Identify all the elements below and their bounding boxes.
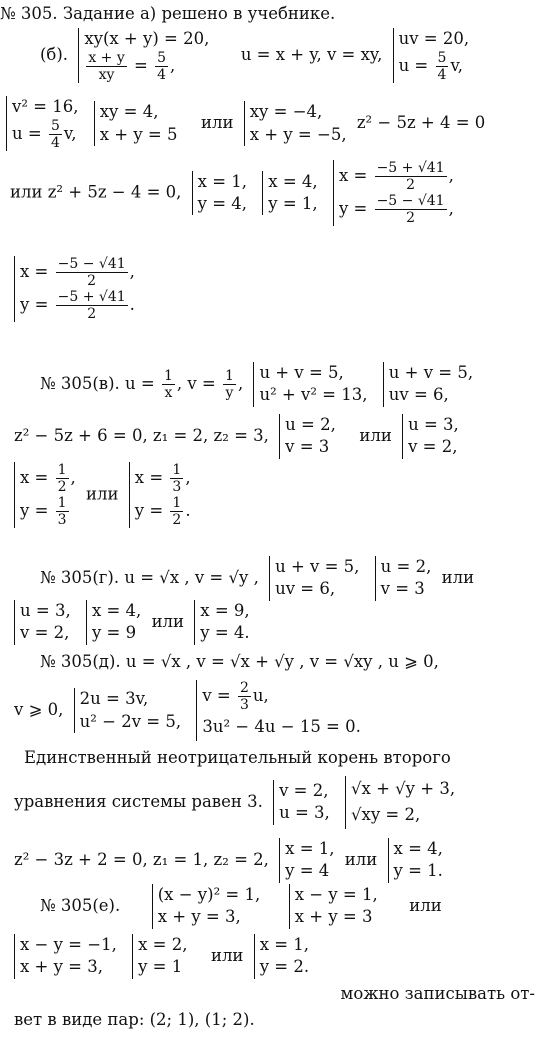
line-305b-4: [14, 256, 557, 322]
heading-305: [0, 4, 557, 23]
quadratic-4: z² − 3z + 2 = 0, z₁ = 1, z₂ = 2,: [14, 849, 269, 869]
system-b-4: xy = 4, x + y = 5: [94, 101, 178, 146]
substitution-b: u = x + y, v = xy,: [240, 45, 383, 65]
line-305b: [40, 28, 557, 83]
line-305v-3: x = $\frac{1}{2}$ , y = $\frac{1}{3}$ или x = $\frac{1}{3}$ , y = $\frac{1}{2}$ .: [14, 462, 557, 528]
system-d-5: x = 1, y = 4: [279, 838, 334, 883]
line-305e-2: x − y = −1, x + y = 3, x = 2, y = 1 или x = 1, y = 2.: [14, 934, 557, 979]
line-305b-2: [6, 96, 557, 151]
line-305d-2: v ⩾ 0, 2u = 3v, u² − 2v = 5, v = $\frac{2}{3}$ u, 3u² − 4u − 15 = 0.: [14, 680, 557, 741]
line-305g: № 305(г). u = √x , v = √y , u + v = 5, uv = 6, u = 2, v = 3 или: [40, 556, 557, 601]
word-ili: или: [201, 113, 234, 133]
system-v-3: u = 2, v = 3: [279, 414, 336, 459]
line-305b-3: [10, 160, 557, 226]
paragraph-e-2: вет в виде пар: (2; 1), (1; 2).: [14, 1010, 255, 1029]
system-b-1: xy(x + y) = 20, $\frac{x + y}{xy}$ = $\frac{5}{4}$ ,: [78, 28, 209, 83]
line-305v: № 305(в). u = $\frac{1}{x}$ , v = $\frac{1}{y}$ , u + v = 5, u² + v² = 13, u + v = 5, uv = 6,: [40, 362, 557, 407]
system-d-3: v = 2, u = 3,: [273, 780, 330, 825]
line-305d-3: уравнения системы равен 3. v = 2, u = 3, √x + √y + 3, √xy = 2,: [14, 776, 557, 829]
system-g-4: x = 4, y = 9: [86, 600, 141, 645]
quadratic-2: или z² + 5z − 4 = 0,: [10, 182, 182, 202]
system-d-1: 2u = 3v, u² − 2v = 5,: [74, 688, 181, 733]
paragraph-d-1: Единственный неотрицательный корень второго: [24, 748, 451, 767]
system-v-4: u = 3, v = 2,: [402, 414, 459, 459]
system-g-1: u + v = 5, uv = 6,: [269, 556, 359, 601]
heading-text: № 305. Задание а) решено в учебнике.: [0, 4, 336, 23]
system-e-3: x − y = −1, x + y = 3,: [14, 934, 117, 979]
system-d-4: √x + √y + 3, √xy = 2,: [345, 776, 455, 829]
system-g-5: x = 9, y = 4.: [194, 600, 249, 645]
system-e-2: x − y = 1, x + y = 3: [289, 884, 378, 929]
paragraph-e-1: можно записывать от-: [340, 984, 535, 1003]
line-305g-2: u = 3, v = 2, x = 4, y = 9 или x = 9, y = 4.: [14, 600, 557, 645]
system-d-2: v = $\frac{2}{3}$ u, 3u² − 4u − 15 = 0.: [196, 680, 361, 741]
system-v-5: x = $\frac{1}{2}$ , y = $\frac{1}{3}$: [14, 462, 76, 528]
quadratic-1: z² − 5z + 4 = 0: [356, 113, 486, 133]
system-b-2: uv = 20, u = $\frac{5}{4}$ v,: [393, 28, 470, 83]
system-e-5: x = 1, y = 2.: [254, 934, 309, 979]
line-305d: № 305(д). u = √x , v = √x + √y , v = √xy , u ⩾ 0,: [40, 652, 439, 671]
system-b-6: x = 1, y = 4,: [192, 171, 247, 216]
system-d-6: x = 4, y = 1.: [388, 838, 443, 883]
system-g-2: u = 2, v = 3: [375, 556, 432, 601]
system-b-3: v² = 16, u = $\frac{5}{4}$ v,: [6, 96, 79, 151]
line-305v-2: z² − 5z + 6 = 0, z₁ = 2, z₂ = 3, u = 2, v = 3 или u = 3, v = 2,: [14, 414, 557, 459]
system-e-4: x = 2, y = 1: [132, 934, 187, 979]
system-b-7: x = 4, y = 1,: [262, 171, 317, 216]
quadratic-3: z² − 5z + 6 = 0, z₁ = 2, z₂ = 3,: [14, 425, 269, 445]
system-e-1: (x − y)² = 1, x + y = 3,: [152, 884, 261, 929]
system-v-6: x = $\frac{1}{3}$ , y = $\frac{1}{2}$ .: [129, 462, 191, 528]
system-b-5: xy = −4, x + y = −5,: [244, 101, 347, 146]
system-v-2: u + v = 5, uv = 6,: [383, 362, 473, 407]
system-v-1: u + v = 5, u² + v² = 13,: [253, 362, 367, 407]
system-b-8: x = $\frac{-5 + √41}{2}$ , y = $\frac{-5 - √41}{2}$ ,: [333, 160, 454, 226]
system-b-9: x = $\frac{-5 - √41}{2}$ , y = $\frac{-5 + √41}{2}$ .: [14, 256, 135, 322]
line-305d-4: z² − 3z + 2 = 0, z₁ = 1, z₂ = 2, x = 1, y = 4 или x = 4, y = 1.: [14, 838, 557, 883]
label-b: (б).: [40, 45, 69, 65]
line-305e: № 305(е). (x − y)² = 1, x + y = 3, x − y = 1, x + y = 3 или: [40, 884, 557, 929]
system-g-3: u = 3, v = 2,: [14, 600, 71, 645]
